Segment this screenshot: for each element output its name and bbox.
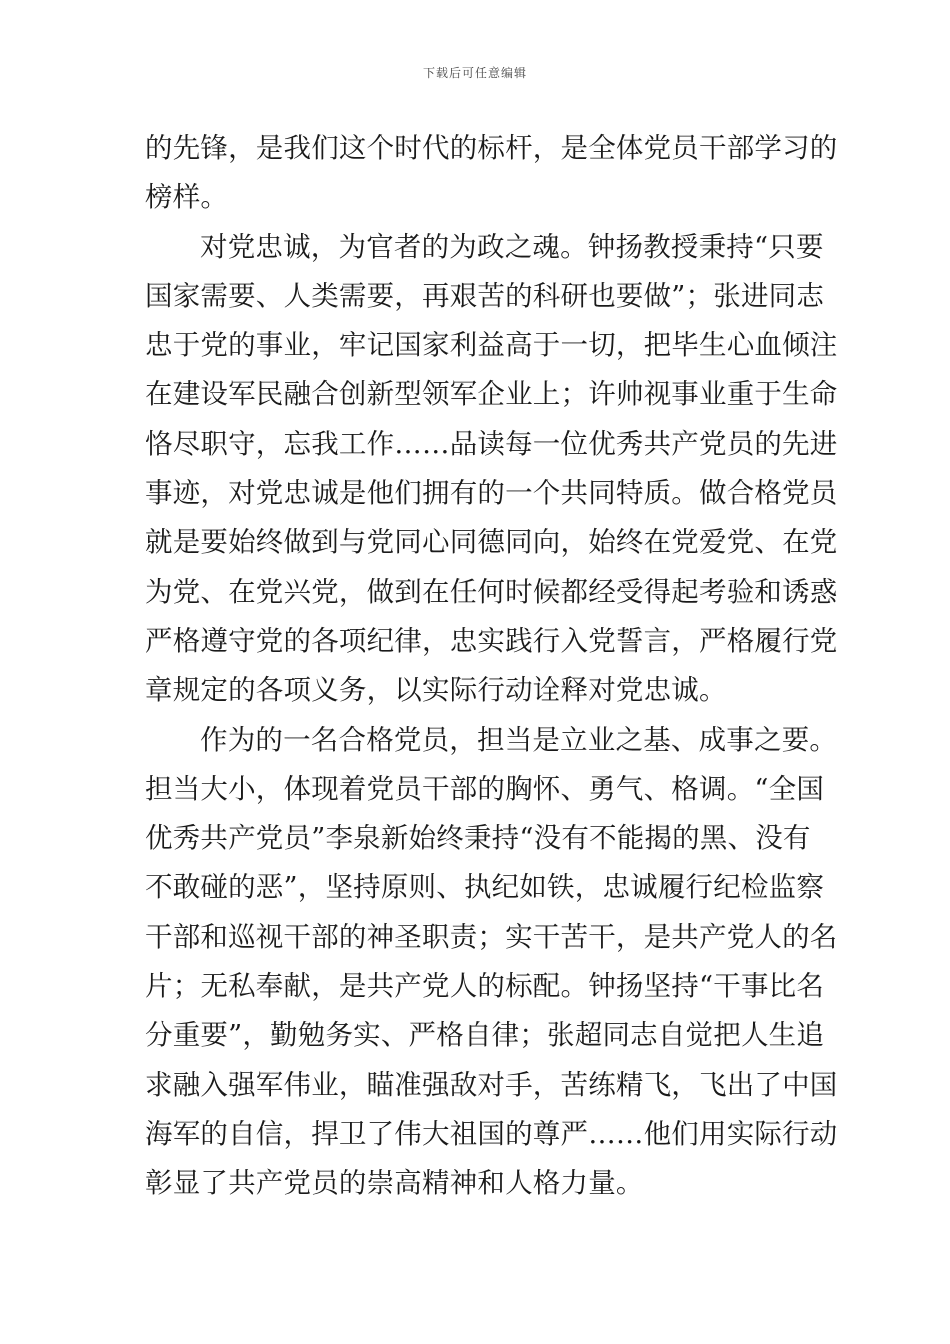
text-line: 在建设军民融合创新型领军企业上；许帅视事业重于生命 bbox=[145, 378, 838, 411]
text-line: 严格遵守党的各项纪律，忠实践行入党誓言，严格履行党 bbox=[145, 624, 838, 657]
page-header: 下载后可任意编辑 bbox=[422, 66, 527, 80]
text-line: 求融入强军伟业，瞄准强敌对手，苦练精飞，飞出了中国 bbox=[145, 1068, 838, 1101]
text-line: 优秀共产党员”李泉新始终秉持“没有不能揭的黑、没有 bbox=[145, 822, 811, 855]
text-line: 忠于党的事业，牢记国家利益高于一切，把毕生心血倾注 bbox=[145, 329, 838, 362]
text-line: 海军的自信，捍卫了伟大祖国的尊严……他们用实际行动 bbox=[145, 1117, 838, 1150]
text-line: 就是要始终做到与党同心同德同向，始终在党爱党、在党 bbox=[145, 526, 838, 559]
text-line: 事迹，对党忠诚是他们拥有的一个共同特质。做合格党员 bbox=[145, 477, 838, 510]
text-line: 恪尽职守，忘我工作……品读每一位优秀共产党员的先进 bbox=[145, 427, 838, 460]
text-line: 担当大小，体现着党员干部的胸怀、勇气、格调。“全国 bbox=[145, 772, 825, 805]
text-line: 的先锋，是我们这个时代的标杆，是全体党员干部学习的 bbox=[145, 132, 838, 164]
paragraph-2 bbox=[145, 223, 838, 716]
text-line: 榜样。 bbox=[145, 181, 229, 214]
text-line: 章规定的各项义务，以实际行动诠释对党忠诚。 bbox=[145, 674, 727, 707]
text-line: 分重要”，勤勉务实、严格自律；张超同志自觉把人生追 bbox=[145, 1019, 825, 1052]
text-line: 干部和巡视干部的神圣职责；实干苦干，是共产党人的名 bbox=[145, 920, 838, 953]
paragraph-3 bbox=[145, 716, 838, 1209]
text-line: 不敢碰的恶”，坚持原则、执纪如铁，忠诚履行纪检监察 bbox=[145, 871, 825, 904]
body-text bbox=[145, 124, 838, 1209]
text-line: 为党、在党兴党，做到在任何时候都经受得起考验和诱惑 bbox=[145, 575, 838, 608]
text-line: 对党忠诚，为官者的为政之魂。钟扬教授秉持“只要 bbox=[200, 230, 824, 263]
paragraph-1 bbox=[145, 124, 838, 223]
text-line: 作为的一名合格党员，担当是立业之基、成事之要。 bbox=[200, 723, 838, 756]
text-line: 彰显了共产党员的崇高精神和人格力量。 bbox=[145, 1167, 644, 1200]
text-line: 片；无私奉献，是共产党人的标配。钟扬坚持“干事比名 bbox=[145, 970, 825, 1003]
text-line: 国家需要、人类需要，再艰苦的科研也要做”；张进同志 bbox=[145, 279, 825, 312]
